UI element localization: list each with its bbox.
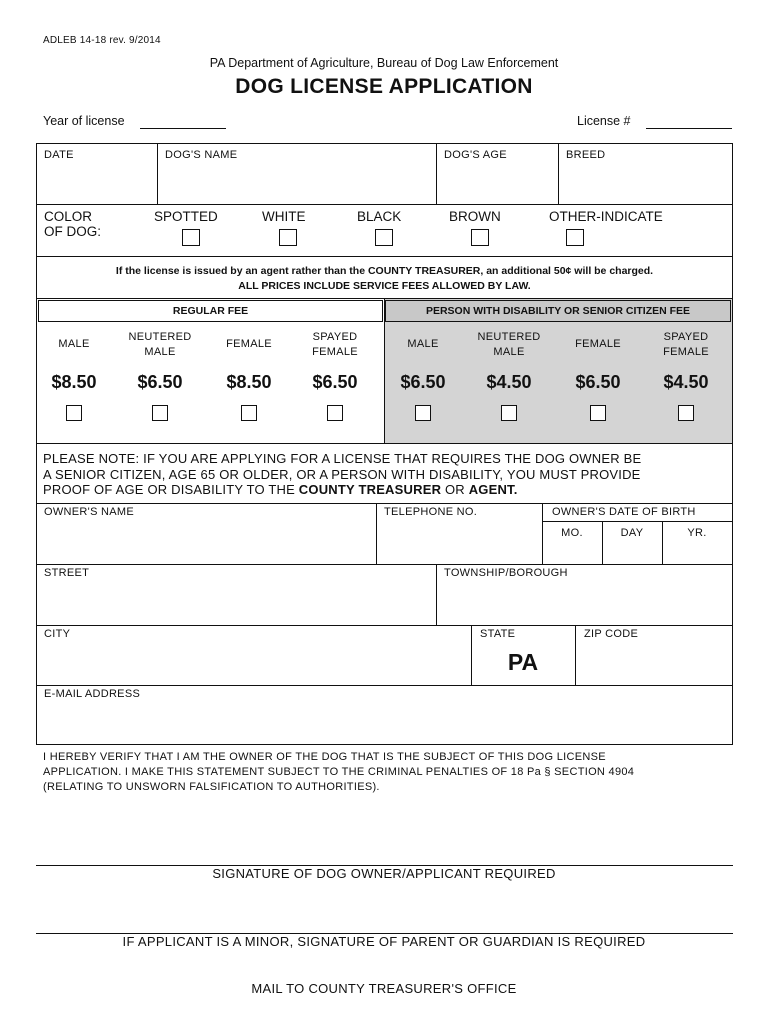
please-note: PLEASE NOTE: IF YOU ARE APPLYING FOR A LICENSE THAT REQUIRES THE DOG OWNER BE A SENIOR CITIZEN, AGE 65 OR OLDER, OR A PERSON WITH DISABILITY, YOU MUST PROVIDE PROOF OF AGE OR DISABILITY TO THE COUNTY TREASURER OR AGENT. xyxy=(43,451,642,497)
state-value: PA xyxy=(507,649,539,675)
regular-female-label: FEMALE xyxy=(226,338,272,350)
page-title: DOG LICENSE APPLICATION xyxy=(235,75,533,98)
state-label: STATE xyxy=(480,628,516,640)
dob-label: OWNER'S DATE OF BIRTH xyxy=(552,506,696,518)
regular-female-price: $8.50 xyxy=(226,372,272,392)
owner-name-field[interactable]: OWNER'S NAME xyxy=(44,506,135,518)
color-option-brown-label: BROWN xyxy=(449,209,501,224)
regular-neutered-male-label: NEUTERED MALE xyxy=(128,331,192,358)
regular-fee-header: REGULAR FEE xyxy=(172,305,249,317)
color-option-black-label: BLACK xyxy=(357,209,402,224)
city-field[interactable]: CITY xyxy=(44,628,71,640)
disability-spayed-female-label: SPAYED FEMALE xyxy=(663,331,709,358)
regular-neutered-male-checkbox[interactable] xyxy=(152,405,168,421)
regular-neutered-male-price: $6.50 xyxy=(137,372,183,392)
disability-neutered-male-label: NEUTERED MALE xyxy=(477,331,541,358)
regular-male-checkbox[interactable] xyxy=(66,405,82,421)
color-option-white-label: WHITE xyxy=(262,209,306,224)
regular-male-price: $8.50 xyxy=(51,372,97,392)
guardian-signature-label: IF APPLICANT IS A MINOR, SIGNATURE OF PARENT OR GUARDIAN IS REQUIRED xyxy=(122,934,646,949)
regular-male-label: MALE xyxy=(58,338,90,350)
telephone-field[interactable]: TELEPHONE NO. xyxy=(384,506,478,518)
disability-male-label: MALE xyxy=(407,338,439,350)
disability-female-checkbox[interactable] xyxy=(590,405,606,421)
dob-month-field[interactable]: MO. xyxy=(561,527,583,539)
dog-name-field[interactable]: DOG'S NAME xyxy=(165,149,238,161)
disability-male-checkbox[interactable] xyxy=(415,405,431,421)
dog-age-field[interactable]: DOG'S AGE xyxy=(444,149,507,161)
disability-neutered-male-price: $4.50 xyxy=(486,372,532,392)
disability-neutered-male-checkbox[interactable] xyxy=(501,405,517,421)
dob-year-field[interactable]: YR. xyxy=(687,527,707,539)
dob-day-field[interactable]: DAY xyxy=(620,527,644,539)
disability-male-price: $6.50 xyxy=(400,372,446,392)
color-brown-checkbox[interactable] xyxy=(471,229,489,246)
street-field[interactable]: STREET xyxy=(44,567,90,579)
color-white-checkbox[interactable] xyxy=(279,229,297,246)
year-field[interactable] xyxy=(140,128,226,129)
email-field[interactable]: E-MAIL ADDRESS xyxy=(44,688,141,700)
breed-field[interactable]: BREED xyxy=(566,149,606,161)
owner-signature-label: SIGNATURE OF DOG OWNER/APPLICANT REQUIRED xyxy=(212,866,556,881)
zip-field[interactable]: ZIP CODE xyxy=(584,628,639,640)
verification-statement: I HEREBY VERIFY THAT I AM THE OWNER OF THE DOG THAT IS THE SUBJECT OF THIS DOG LICENSE APPLICATION. I MAKE THIS STATEMENT SUBJECT TO THE CRIMINAL PENALTIES OF 18 Pa § SECTION 4904 (RELATING TO UNSWORN FALSIFICATION TO AUTHORITIES). xyxy=(43,751,635,793)
agent-fee-notice: If the license is issued by an agent rather than the COUNTY TREASURER, an additional 50¢ will be charged. ALL PRICES INCLUDE SERVICE FEES ALLOWED BY LAW. xyxy=(115,265,654,292)
mail-to-label: MAIL TO COUNTY TREASURER'S OFFICE xyxy=(251,981,517,996)
color-spotted-checkbox[interactable] xyxy=(182,229,200,246)
color-label: COLOR OF DOG: xyxy=(44,209,101,239)
color-black-checkbox[interactable] xyxy=(375,229,393,246)
disability-female-price: $6.50 xyxy=(575,372,621,392)
color-option-spotted-label: SPOTTED xyxy=(154,209,218,224)
regular-female-checkbox[interactable] xyxy=(241,405,257,421)
disability-spayed-female-checkbox[interactable] xyxy=(678,405,694,421)
license-label: License # xyxy=(577,114,631,128)
disability-spayed-female-price: $4.50 xyxy=(663,372,709,392)
form-id: ADLEB 14-18 rev. 9/2014 xyxy=(43,35,161,46)
regular-spayed-female-label: SPAYED FEMALE xyxy=(312,331,358,358)
license-number-field[interactable] xyxy=(646,128,732,129)
regular-spayed-female-checkbox[interactable] xyxy=(327,405,343,421)
disability-female-label: FEMALE xyxy=(575,338,621,350)
township-field[interactable]: TOWNSHIP/BOROUGH xyxy=(444,567,568,579)
color-option-other-label: OTHER-INDICATE xyxy=(549,209,663,224)
date-field[interactable]: DATE xyxy=(44,149,74,161)
regular-spayed-female-price: $6.50 xyxy=(312,372,358,392)
year-label: Year of license xyxy=(43,114,125,128)
disability-fee-header: PERSON WITH DISABILITY OR SENIOR CITIZEN FEE xyxy=(425,305,691,317)
agency-name: PA Department of Agriculture, Bureau of Dog Law Enforcement xyxy=(209,56,559,70)
color-other-checkbox[interactable] xyxy=(566,229,584,246)
